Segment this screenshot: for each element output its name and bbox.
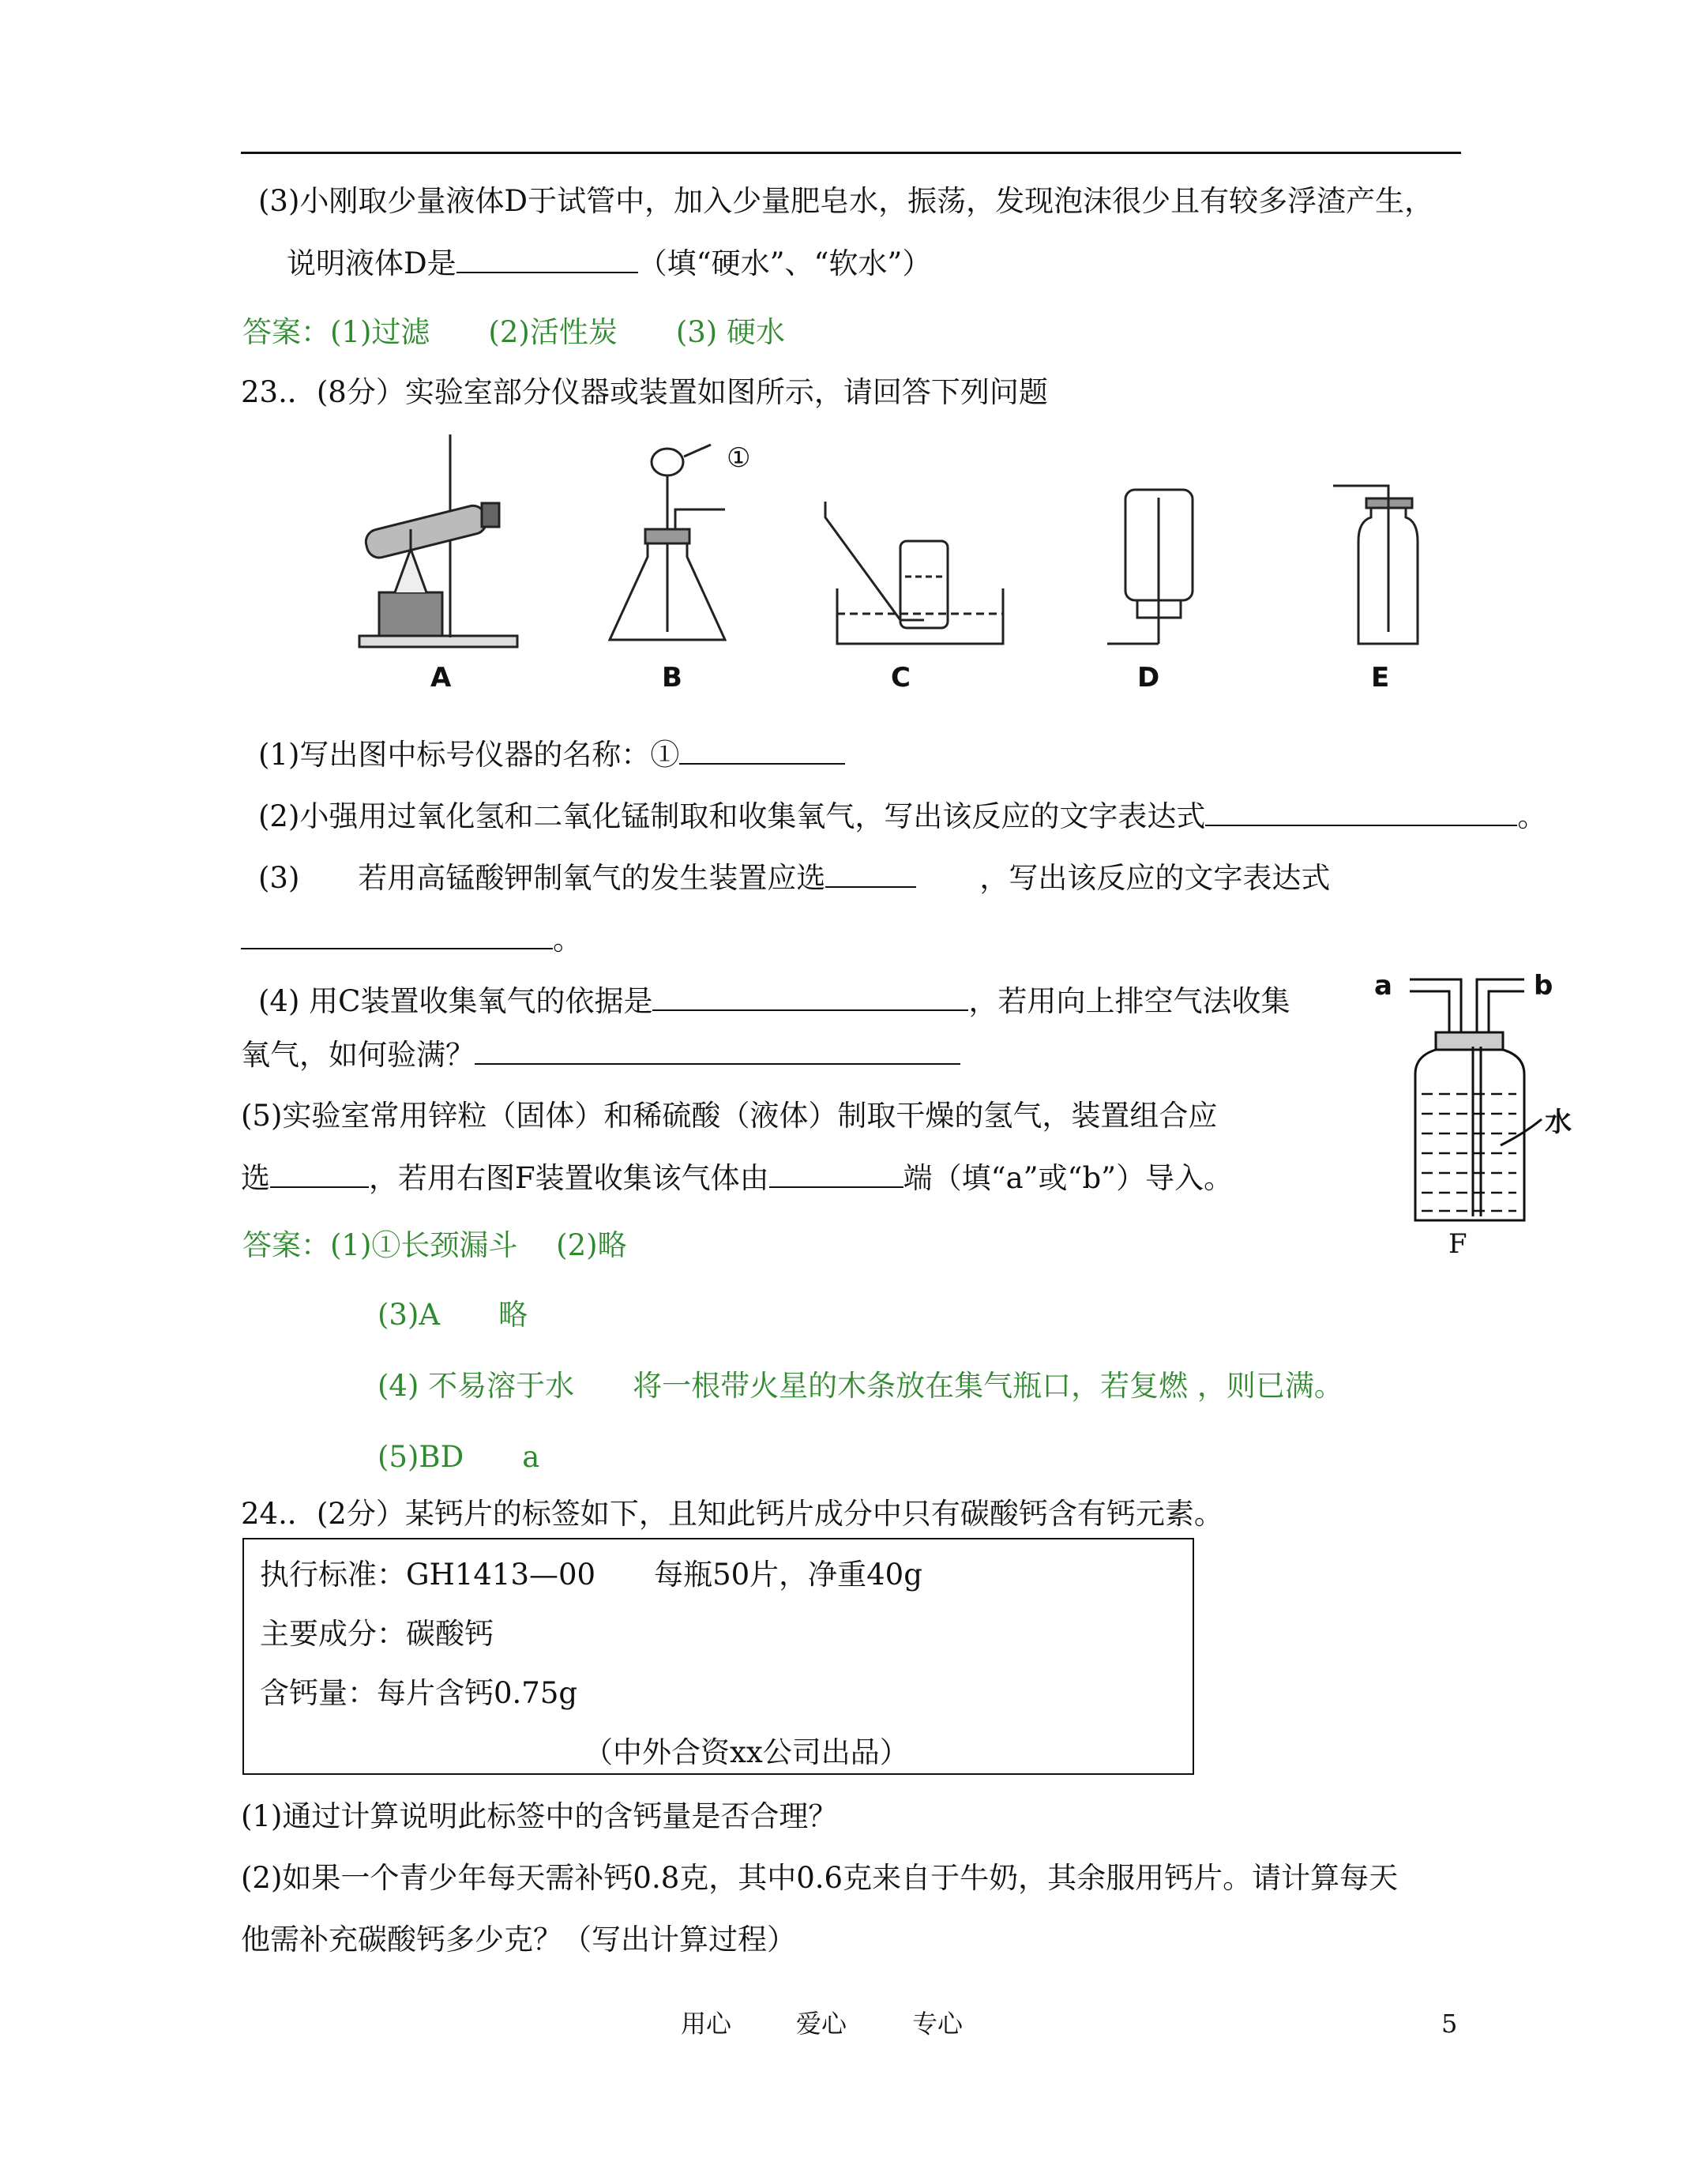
q22-part3-hint: （填“硬水”、“软水”）	[637, 246, 932, 280]
q23-part2-blank[interactable]	[1205, 796, 1517, 826]
q23-part5-blank-combo[interactable]	[270, 1158, 369, 1188]
figure-label-a: A	[430, 662, 452, 694]
apparatus-e	[1333, 486, 1418, 644]
q23-part3	[258, 858, 1330, 898]
q23-answer-5: (5)BD a	[378, 1440, 540, 1474]
q23-part3-line2	[241, 919, 582, 960]
footer-motto-3: 专心	[912, 2009, 964, 2039]
apparatus-a	[359, 434, 517, 647]
q23-part3-end: 。	[553, 923, 582, 957]
label-line-maker: （中外合资xx公司出品）	[584, 1735, 909, 1769]
q23-part4-text-c: 氧气，如何验满？	[241, 1038, 475, 1072]
q23-part1-text: (1)写出图中标号仪器的名称：①	[258, 738, 680, 772]
figure-f-water-label: 水	[1545, 1107, 1572, 1138]
footer-motto-2: 爱心	[796, 2009, 847, 2039]
q24-part1: (1)通过计算说明此标签中的含钙量是否合理？	[241, 1799, 838, 1833]
apparatus-b	[610, 445, 725, 640]
q23-title: 23.．(8分）实验室部分仪器或装置如图所示，请回答下列问题	[241, 375, 1048, 409]
q23-part4-text: (4) 用C装置收集氧气的依据是	[258, 984, 653, 1018]
q23-part5-text-d: 端（填“a”或“b”）导入。	[903, 1161, 1234, 1195]
q23-part2	[258, 796, 1546, 836]
q23-part3-blank-equation[interactable]	[241, 919, 553, 949]
q23-part3-text: (3) 若用高锰酸钾制氧气的发生装置应选	[258, 861, 826, 895]
figure-label-d: D	[1137, 662, 1160, 694]
q23-part3-text-b: ，写出该反应的文字表达式	[979, 861, 1331, 895]
q24-part2-line2: 他需补充碳酸钙多少克？（写出计算过程）	[241, 1923, 796, 1957]
figure-f-name: F	[1448, 1228, 1467, 1260]
label-line-standard: 执行标准：GH1413—00 每瓶50片，净重40g	[260, 1558, 922, 1592]
q23-part5-blank-end[interactable]	[769, 1158, 903, 1188]
q23-part1-blank[interactable]	[679, 735, 845, 765]
header-rule	[241, 152, 1461, 154]
page-number: 5	[1441, 2009, 1458, 2039]
q23-part1	[258, 735, 845, 775]
figure-label-c: C	[891, 662, 911, 694]
q22-part3-line2	[287, 243, 931, 284]
q22-part3-text: 说明液体D是	[287, 246, 456, 280]
apparatus-d	[1107, 490, 1193, 644]
footer-motto-1: 用心	[681, 2009, 732, 2039]
q23-answer-4: (4) 不易溶于水 将一根带火星的木条放在集气瓶口，若复燃 ，则已满。	[378, 1369, 1343, 1403]
q23-answer-3: (3)A 略	[378, 1298, 528, 1332]
figure-label-b: B	[662, 662, 682, 694]
label-line-ingredient: 主要成分：碳酸钙	[260, 1617, 494, 1651]
q22-answer-blank[interactable]	[456, 243, 638, 273]
q23-part4	[258, 981, 1290, 1021]
q23-part5-text-c: ，若用右图F装置收集该气体由	[369, 1161, 769, 1195]
q23-part5: (5)实验室常用锌粒（固体）和稀硫酸（液体）制取干燥的氢气，装置组合应	[241, 1099, 1218, 1133]
circle-label-1: ①	[727, 442, 751, 474]
q23-answer-1-2: 答案：(1)①长颈漏斗 (2)略	[242, 1228, 627, 1262]
q23-part2-text: (2)小强用过氧化氢和二氧化锰制取和收集氧气，写出该反应的文字表达式	[258, 799, 1206, 833]
figure-label-e: E	[1371, 662, 1390, 694]
figure-f-label-b: b	[1534, 970, 1553, 1002]
q23-part5-text: 选	[241, 1161, 270, 1195]
q23-part5-line2	[241, 1158, 1233, 1198]
label-line-calcium: 含钙量：每片含钙0.75g	[260, 1676, 578, 1710]
q23-part4-blank-check[interactable]	[475, 1035, 960, 1065]
apparatus-figure	[347, 430, 1453, 699]
q23-part4-blank-basis[interactable]	[652, 981, 968, 1011]
q23-part2-end: 。	[1517, 799, 1547, 833]
q23-part4-line2	[241, 1035, 960, 1075]
q24-title: 24.．(2分）某钙片的标签如下，且知此钙片成分中只有碳酸钙含有钙元素。	[241, 1497, 1223, 1531]
q23-part4-text-b: ，若用向上排空气法收集	[968, 984, 1290, 1018]
q23-part3-blank-device[interactable]	[825, 858, 916, 888]
figure-f-label-a: a	[1374, 970, 1392, 1002]
q22-answer: 答案：(1)过滤 (2)活性炭 (3) 硬水	[242, 315, 785, 349]
calcium-label-box	[242, 1538, 1194, 1775]
q24-part2-line1: (2)如果一个青少年每天需补钙0.8克，其中0.6克来自于牛奶，其余服用钙片。请计算每天	[241, 1861, 1399, 1895]
apparatus-c	[825, 502, 1003, 644]
q22-part3-line1: (3)小刚取少量液体D于试管中，加入少量肥皂水，振荡，发现泡沫很少且有较多浮渣产生，	[258, 184, 1434, 218]
